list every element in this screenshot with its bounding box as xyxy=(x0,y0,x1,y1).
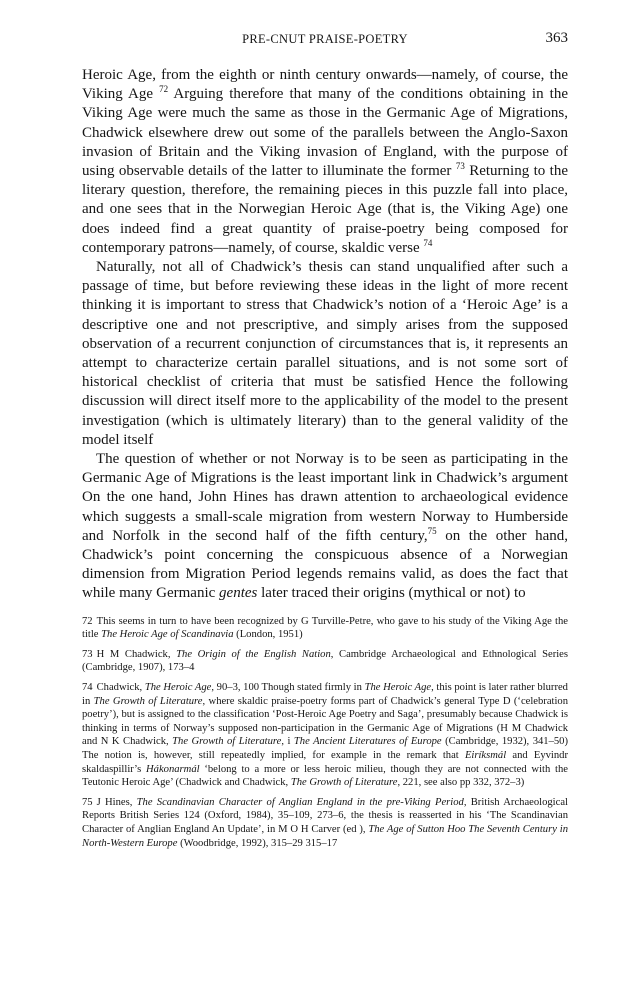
paragraph xyxy=(82,450,568,604)
text-run: , 221, see also pp 332, 372–3) xyxy=(397,777,525,789)
italic-text: Hákonarmál xyxy=(146,763,200,775)
text-run: , Cambridge Archaeological and Ethnological Series (Cambridge, 1907), 173–4 xyxy=(82,648,568,674)
text-run: (Woodbridge, 1992), 315–29 315–17 xyxy=(177,837,338,849)
text-run: Chadwick, xyxy=(96,682,145,694)
text-run: (Cambridge, 1932), 341–50) The notion is, however, still repeatedly implied, for example in the remark that xyxy=(82,736,569,762)
paragraph xyxy=(82,258,568,450)
text-run: , i xyxy=(281,736,294,748)
footnote-number: 74 xyxy=(82,682,93,694)
main-text xyxy=(82,66,568,604)
text-run: The question of whether or not Norway is to be seen as participating in the Germanic Age of Migrations is the least important link in Chadwick’s argument On the one hand, John Hines has drawn attention to archaeological evidence which suggests a small-scale migration from western Norway to Humberside and Norfolk in the second half of the fifth century, xyxy=(82,451,568,544)
running-title: PRE-CNUT PRAISE-POETRY xyxy=(242,32,408,46)
italic-text: The Ancient Literatures of Europe xyxy=(293,736,442,748)
footnote xyxy=(82,796,568,850)
footnote-number: 72 xyxy=(82,615,93,627)
italic-text: The Heroic Age xyxy=(364,682,432,694)
text-run: , British Archaeological Reports British Series 124 (Oxford, 1984), 35–109, 273–6, the thesis is reasserted in his ‘The Scandinavian Character of Anglian England An Update’, in M O H Carver (ed ), xyxy=(82,796,568,835)
text-run: and Eyvindr skaldaspillir’s xyxy=(82,750,568,775)
footnote-number: 75 xyxy=(82,796,93,808)
text-run: Naturally, not all of Chadwick’s thesis can stand unqualified after such a passage of time, but before reviewing these ideas in the light of more recent thinking it is important to stress that Chadwick’s notion of a ‘Heroic Age’ is a descriptive one and not prescriptive, and simply arises from the supposed observation of a recurrent conjunction of circumstances that is, it represents an attempt to characterize certain parallel situations, and is not some sort of historical checklist of criteria that must be satisfied Hence the following discussion will direct itself more to the applicability of the model to the present investigation (which is ultimately literary) than to the general validity of the model itself xyxy=(82,259,568,448)
page-number: 363 xyxy=(545,30,568,46)
footnote-text xyxy=(82,797,568,849)
footnote-text xyxy=(82,616,568,641)
running-header xyxy=(82,30,568,52)
footnote-text xyxy=(82,682,568,788)
text-run: H M Chadwick, xyxy=(96,648,177,660)
footnote-number: 73 xyxy=(82,648,93,660)
footnotes xyxy=(82,615,568,851)
italic-text: The Age of Sutton Hoo The Seventh Century in North-Western Europe xyxy=(82,824,568,849)
text-run: , where skaldic praise-poetry forms part of Chadwick’s general Type D (‘celebration poetry’), but is assigned to the classification ‘Post-Heroic Age Poetry and Saga’, presumably because Chadwick is thinking in terms of Norway’s supposed non-participation in the Germanic Age of Migrations (H M Chadwick and N K Chadwick, xyxy=(82,695,568,748)
text-run: This seems in turn to have been recognized by G Turville-Petre, who gave to his study of the Viking Age the title xyxy=(82,615,568,641)
italic-text: The Heroic Age of Scandinavia xyxy=(101,629,234,641)
italic-text: gentes xyxy=(219,585,258,602)
footnote xyxy=(82,648,568,675)
text-run: Arguing therefore that many of the conditions obtaining in the Viking Age were much the same as those in the Germanic Age of Migrations, Chadwick elsewhere drew out some of the parallels between the Anglo-Saxon invasion of Britain and the Viking invasion of England, with the purpose of using observable details of the latter to illuminate the former xyxy=(82,86,568,180)
text-run: (London, 1951) xyxy=(233,629,303,641)
text-run: , 90–3, 100 Though stated firmly in xyxy=(211,682,365,694)
paragraph xyxy=(82,66,568,258)
text-run: ‘belong to a more or less heroic milieu, though they are not connected with the Teutonic Heroic Age’ (Chadwick and Chadwick, xyxy=(82,763,568,789)
italic-text: The Growth of Literature xyxy=(290,777,398,789)
note-reference: 72 xyxy=(159,84,169,95)
italic-text: The Origin of the English Nation xyxy=(176,648,331,660)
italic-text: The Scandinavian Character of Anglian England in the pre-Viking Period xyxy=(136,796,464,808)
text-run: on the other hand, Chadwick’s point concerning the conspicuous absence of a Norwegian dimension from Migration Period legends remains valid, as does the fact that while many Germanic xyxy=(82,527,568,602)
footnote xyxy=(82,681,568,790)
note-reference: 73 xyxy=(455,161,465,172)
text-run: Returning to the literary question, therefore, the remaining pieces in this puzzle fall into place, and one sees that in the Norwegian Heroic Age (that is, the Viking Age) one does indeed find a great quantity of praise-poetry being composed for contemporary patrons—namely, of course, skaldic verse xyxy=(82,163,568,256)
footnote-text xyxy=(82,649,568,674)
text-run: Heroic Age, from the eighth or ninth century onwards—namely, of course, the Viking Age xyxy=(82,67,568,103)
book-page xyxy=(82,30,568,856)
italic-text: The Growth of Literature xyxy=(93,695,203,707)
italic-text: The Heroic Age xyxy=(144,682,212,694)
note-reference: 74 xyxy=(423,237,433,248)
text-run: later traced their origins (mythical or not) to xyxy=(257,585,526,602)
text-run: , this point is later rather blurred in xyxy=(82,682,568,707)
footnote xyxy=(82,615,568,642)
italic-text: The Growth of Literature xyxy=(172,736,282,748)
italic-text: Eiríksmál xyxy=(464,750,507,762)
text-run: J Hines, xyxy=(96,796,137,808)
note-reference: 75 xyxy=(427,525,437,536)
